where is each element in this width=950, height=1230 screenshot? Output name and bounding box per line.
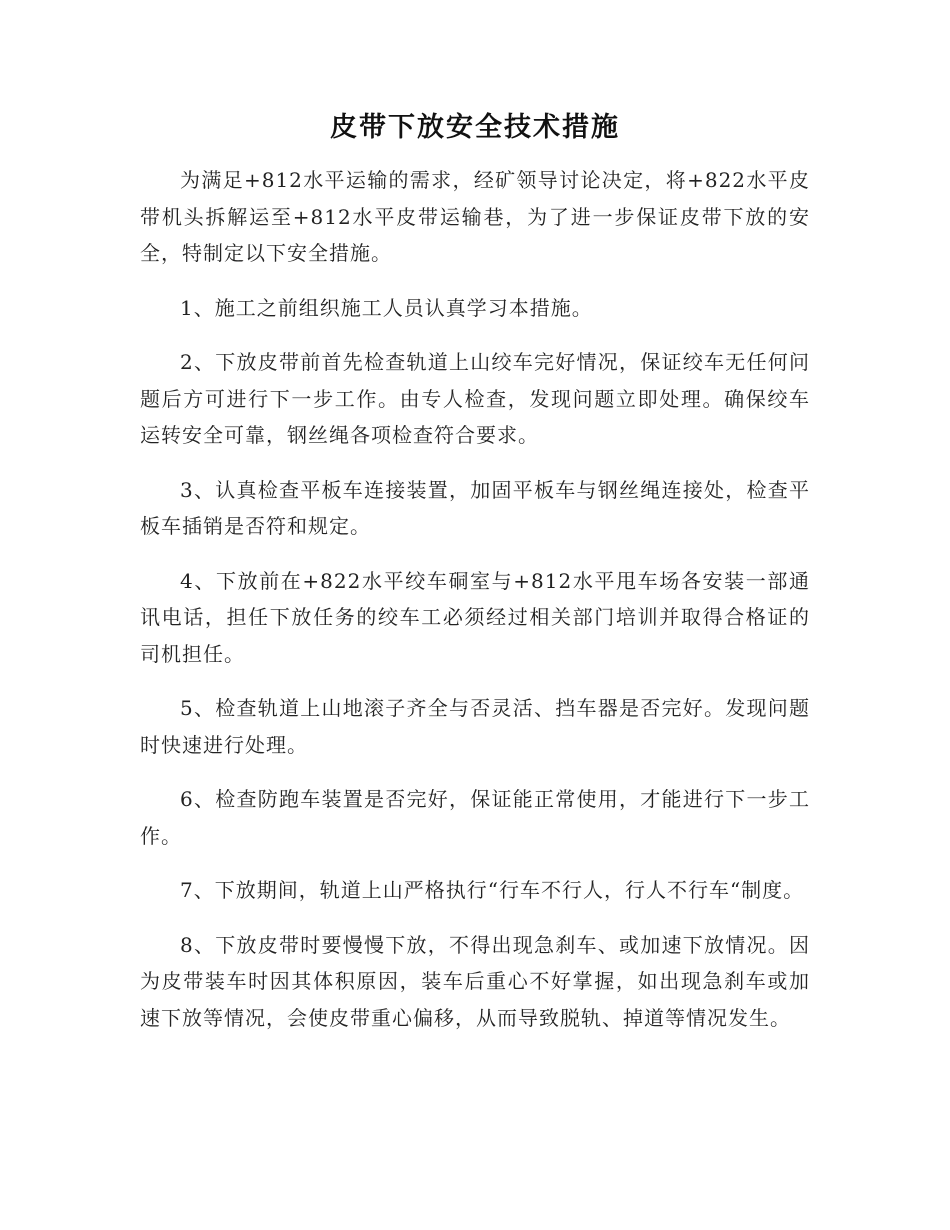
- intro-paragraph: 为满足+812水平运输的需求，经矿领导讨论决定，将+822水平皮带机头拆解运至+812水平皮带运输巷，为了进一步保证皮带下放的安全，特制定以下安全措施。: [140, 168, 810, 265]
- measure-item-2: 2、下放皮带前首先检查轨道上山绞车完好情况，保证绞车无任何问题后方可进行下一步工作。由专人检查，发现问题立即处理。确保绞车运转安全可靠，钢丝绳各项检查符合要求。: [140, 350, 810, 447]
- document-title: 皮带下放安全技术措施: [330, 112, 620, 143]
- measure-item-8: 8、下放皮带时要慢慢下放，不得出现急刹车、或加速下放情况。因为皮带装车时因其体积原因，装车后重心不好掌握，如出现急刹车或加速下放等情况，会使皮带重心偏移，从而导致脱轨、掉道等情况发生。: [140, 932, 810, 1030]
- measure-item-3: 3、认真检查平板车连接装置，加固平板车与钢丝绳连接处，检查平板车插销是否符和规定。: [140, 477, 810, 538]
- measure-item-7: 7、下放期间，轨道上山严格执行“行车不行人，行人不行车“制度。: [180, 878, 805, 902]
- measure-item-5: 5、检查轨道上山地滚子齐全与否灵活、挡车器是否完好。发现问题时快速进行处理。: [140, 696, 810, 757]
- measure-item-6: 6、检查防跑车装置是否完好，保证能正常使用，才能进行下一步工作。: [140, 787, 810, 848]
- measure-item-1: 1、施工之前组织施工人员认真学习本措施。: [180, 295, 593, 320]
- measure-item-4: 4、下放前在+822水平绞车硐室与+812水平甩车场各安装一部通讯电话，担任下放任务的绞车工必须经过相关部门培训并取得合格证的司机担任。: [140, 568, 810, 666]
